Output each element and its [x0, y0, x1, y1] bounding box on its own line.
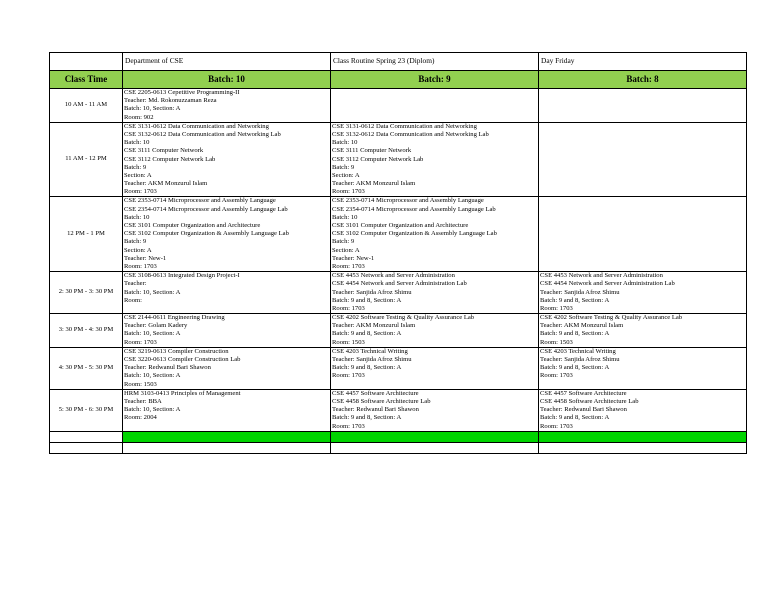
- class-info-line: Batch: 10, Section: A: [124, 406, 181, 414]
- batch-10-header: Batch: 10: [123, 71, 331, 89]
- class-info-line: Batch: 9: [332, 238, 355, 246]
- class-info-line: Section: A: [332, 246, 360, 254]
- class-time-header: Class Time: [50, 71, 123, 89]
- class-info-line: Room: 1703: [540, 372, 573, 380]
- class-info-line: Room: 2004: [124, 414, 157, 422]
- class-info-line: Batch: 10, Section: A: [124, 288, 181, 296]
- class-info-line: Batch: 9 and 8, Section: A: [540, 364, 610, 372]
- routine-table: [49, 52, 747, 454]
- class-info-line: Teacher: Md. Rokonuzzaman Reza: [124, 97, 217, 105]
- class-info-line: Teacher: Redwanul Bari Shawon: [540, 406, 627, 414]
- class-info-line: Batch: 9 and 8, Section: A: [332, 414, 402, 422]
- class-cell: [539, 314, 747, 348]
- class-info-line: Room: 1703: [124, 338, 157, 346]
- class-info-line: CSE 3132-0612 Data Communication and Networking Lab: [332, 130, 489, 138]
- blank-row: [50, 442, 747, 453]
- class-info-line: Room: 1703: [124, 262, 157, 270]
- class-info-line: Room: 1703: [540, 422, 573, 430]
- class-info-line: Room: 1503: [540, 338, 573, 346]
- class-info-line: CSE 3132-0612 Data Communication and Networking Lab: [124, 130, 281, 138]
- schedule-row: [50, 389, 747, 431]
- class-info-line: Room: 1503: [332, 338, 365, 346]
- class-info-line: CSE 2353-0714 Microprocessor and Assembly Language: [332, 197, 484, 205]
- class-cell: [123, 197, 331, 272]
- class-info-line: Teacher: Sanjida Afroz Shimu: [332, 356, 412, 363]
- class-info-line: Batch: 9 and 8, Section: A: [540, 296, 610, 304]
- class-time-cell: 2: 30 PM - 3: 30 PM: [50, 272, 123, 314]
- class-cell: [123, 314, 331, 348]
- class-info-line: Teacher: New-1: [332, 254, 375, 262]
- class-info-line: Batch: 10, Section: A: [124, 330, 181, 338]
- class-info-line: Teacher: Sanjida Afroz Shimu: [540, 288, 620, 296]
- class-time-cell: 12 PM - 1 PM: [50, 197, 123, 272]
- class-info-line: CSE 3131-0612 Data Communication and Networking: [124, 122, 269, 130]
- divider-cell: [539, 431, 747, 442]
- batch-9-header: Batch: 9: [331, 71, 539, 89]
- class-info-line: Room: 1703: [540, 304, 573, 312]
- class-cell: [539, 122, 747, 197]
- class-info-line: Batch: 9: [124, 238, 147, 246]
- class-info-line: CSE 4453 Network and Server Administration: [540, 272, 663, 280]
- class-info-line: HRM 3103-0413 Principles of Management: [124, 389, 241, 397]
- class-cell: [539, 197, 747, 272]
- class-info-line: CSE 4457 Software Architecture: [332, 389, 419, 397]
- class-info-line: Room:: [124, 296, 142, 304]
- class-info-line: CSE 4458 Software Architecture Lab: [332, 397, 431, 405]
- class-info-line: Section: A: [124, 171, 152, 179]
- class-info-line: CSE 3111 Computer Network: [124, 147, 204, 155]
- class-time-cell: 11 AM - 12 PM: [50, 122, 123, 197]
- class-info-line: CSE 4454 Network and Server Administration Lab: [540, 280, 675, 288]
- class-info-line: Batch: 10, Section: A: [124, 105, 181, 113]
- class-info-line: Room: 1703: [332, 422, 365, 430]
- class-info-line: CSE 2354-0714 Microprocessor and Assembly Language Lab: [332, 205, 496, 213]
- class-cell: [331, 89, 539, 123]
- class-info-line: Batch: 9 and 8, Section: A: [540, 330, 610, 338]
- class-info-line: Teacher: Sanjida Afroz Shimu: [332, 288, 412, 296]
- class-info-line: CSE 2353-0714 Microprocessor and Assembly Language: [124, 197, 276, 205]
- class-info-line: Batch: 9 and 8, Section: A: [332, 330, 402, 338]
- class-info-line: Teacher: AKM Monzurul Islam: [124, 180, 208, 188]
- class-info-line: Batch: 10: [332, 139, 358, 147]
- class-info-line: CSE 2205-0613 Cepetitive Programming-II: [124, 89, 240, 96]
- class-cell: [539, 272, 747, 314]
- class-info-line: Batch: 9: [124, 163, 147, 171]
- class-info-line: Teacher: Golam Kadery: [124, 322, 188, 330]
- batch-8-header: Batch: 8: [539, 71, 747, 89]
- divider-cell: [331, 431, 539, 442]
- class-info-line: CSE 3108-0613 Integrated Design Project-I: [124, 272, 240, 280]
- class-cell: [123, 272, 331, 314]
- class-info-line: CSE 4458 Software Architecture Lab: [540, 397, 639, 405]
- class-cell: [123, 389, 331, 431]
- class-cell: [331, 314, 539, 348]
- class-info-line: Room: 1503: [124, 380, 157, 388]
- divider-cell: [123, 431, 331, 442]
- class-time-cell: 5: 30 PM - 6: 30 PM: [50, 389, 123, 431]
- class-info-line: CSE 3131-0612 Data Communication and Networking: [332, 122, 477, 130]
- class-info-line: Room: 1703: [332, 372, 365, 380]
- class-cell: [123, 122, 331, 197]
- class-info-line: CSE 4202 Software Testing & Quality Assurance Lab: [332, 314, 475, 322]
- schedule-row: [50, 89, 747, 123]
- class-info-line: Room: 1703: [332, 262, 365, 270]
- class-info-line: Batch: 10: [124, 139, 150, 147]
- blank-cell: [50, 442, 123, 453]
- class-info-line: CSE 3101 Computer Organization and Architecture: [124, 222, 261, 229]
- class-info-line: CSE 4203 Technical Writing: [540, 347, 616, 355]
- class-info-line: CSE 3111 Computer Network: [332, 147, 412, 155]
- class-info-line: CSE 4457 Software Architecture: [540, 389, 627, 397]
- class-info-line: Room: 902: [124, 113, 154, 121]
- class-info-line: Teacher: Redwanul Bari Shawon: [332, 406, 419, 414]
- class-cell: [539, 389, 747, 431]
- class-time-cell: 4: 30 PM - 5: 30 PM: [50, 347, 123, 389]
- class-info-line: CSE 3101 Computer Organization and Architecture: [332, 222, 469, 229]
- class-cell: [331, 197, 539, 272]
- blank-cell: [539, 442, 747, 453]
- class-info-line: Teacher: Sanjida Afroz Shimu: [540, 356, 620, 363]
- class-info-line: Room: 1703: [124, 188, 157, 196]
- class-info-line: Teacher: New-1: [124, 254, 167, 262]
- class-info-line: CSE 2354-0714 Microprocessor and Assembly Language Lab: [124, 205, 288, 213]
- class-info-line: Section: A: [124, 246, 152, 254]
- department-cell: Department of CSE: [123, 53, 331, 71]
- meta-empty-cell: [50, 53, 123, 71]
- class-info-line: CSE 3219-0613 Compiler Construction: [124, 347, 229, 355]
- class-cell: [539, 89, 747, 123]
- class-info-line: CSE 2144-0611 Engineering Drawing: [124, 314, 225, 322]
- class-info-line: CSE 3102 Computer Organization & Assembly Language Lab: [124, 230, 289, 238]
- class-info-line: Teacher: BBA: [124, 397, 162, 405]
- class-info-line: CSE 3112 Computer Network Lab: [332, 155, 424, 163]
- schedule-row: [50, 314, 747, 348]
- class-time-cell: 10 AM - 11 AM: [50, 89, 123, 123]
- class-cell: [331, 272, 539, 314]
- class-cell: [331, 347, 539, 389]
- class-time-cell: 3: 30 PM - 4: 30 PM: [50, 314, 123, 348]
- class-info-line: CSE 3112 Computer Network Lab: [124, 155, 216, 163]
- class-cell: [331, 389, 539, 431]
- class-cell: [539, 347, 747, 389]
- class-info-line: CSE 4453 Network and Server Administration: [332, 272, 455, 280]
- class-info-line: Teacher:: [124, 280, 147, 288]
- class-cell: [331, 122, 539, 197]
- class-cell: [123, 347, 331, 389]
- class-info-line: Batch: 10, Section: A: [124, 372, 181, 380]
- class-info-line: Teacher: AKM Monzurul Islam: [540, 322, 624, 330]
- schedule-row: [50, 122, 747, 197]
- class-info-line: Batch: 9 and 8, Section: A: [332, 296, 402, 304]
- class-info-line: Teacher: Redwanul Bari Shawon: [124, 364, 211, 372]
- class-info-line: Room: 1703: [332, 304, 365, 312]
- routine-title-cell: Class Routine Spring 23 (Diplom): [331, 53, 539, 71]
- class-info-line: Batch: 10: [124, 213, 150, 221]
- class-info-line: Teacher: AKM Monzurul Islam: [332, 322, 416, 330]
- class-cell: [123, 89, 331, 123]
- class-info-line: Batch: 9: [332, 163, 355, 171]
- class-info-line: CSE 3220-0613 Compiler Construction Lab: [124, 356, 241, 363]
- blank-cell: [331, 442, 539, 453]
- class-info-line: Batch: 10: [332, 213, 358, 221]
- schedule-row: [50, 272, 747, 314]
- class-info-line: CSE 4203 Technical Writing: [332, 347, 408, 355]
- schedule-row: [50, 197, 747, 272]
- class-info-line: Batch: 9 and 8, Section: A: [332, 364, 402, 372]
- class-info-line: CSE 3102 Computer Organization & Assembly Language Lab: [332, 230, 497, 238]
- green-divider-row: [50, 431, 747, 442]
- class-info-line: Batch: 9 and 8, Section: A: [540, 414, 610, 422]
- divider-cell: [50, 431, 123, 442]
- class-info-line: Section: A: [332, 171, 360, 179]
- class-info-line: CSE 4202 Software Testing & Quality Assurance Lab: [540, 314, 683, 322]
- schedule-row: [50, 347, 747, 389]
- header-row: [50, 71, 747, 89]
- blank-cell: [123, 442, 331, 453]
- class-info-line: Room: 1703: [332, 188, 365, 196]
- class-info-line: CSE 4454 Network and Server Administration Lab: [332, 280, 467, 288]
- class-info-line: Teacher: AKM Monzurul Islam: [332, 180, 416, 188]
- day-cell: Day Friday: [539, 53, 747, 71]
- meta-row: [50, 53, 747, 71]
